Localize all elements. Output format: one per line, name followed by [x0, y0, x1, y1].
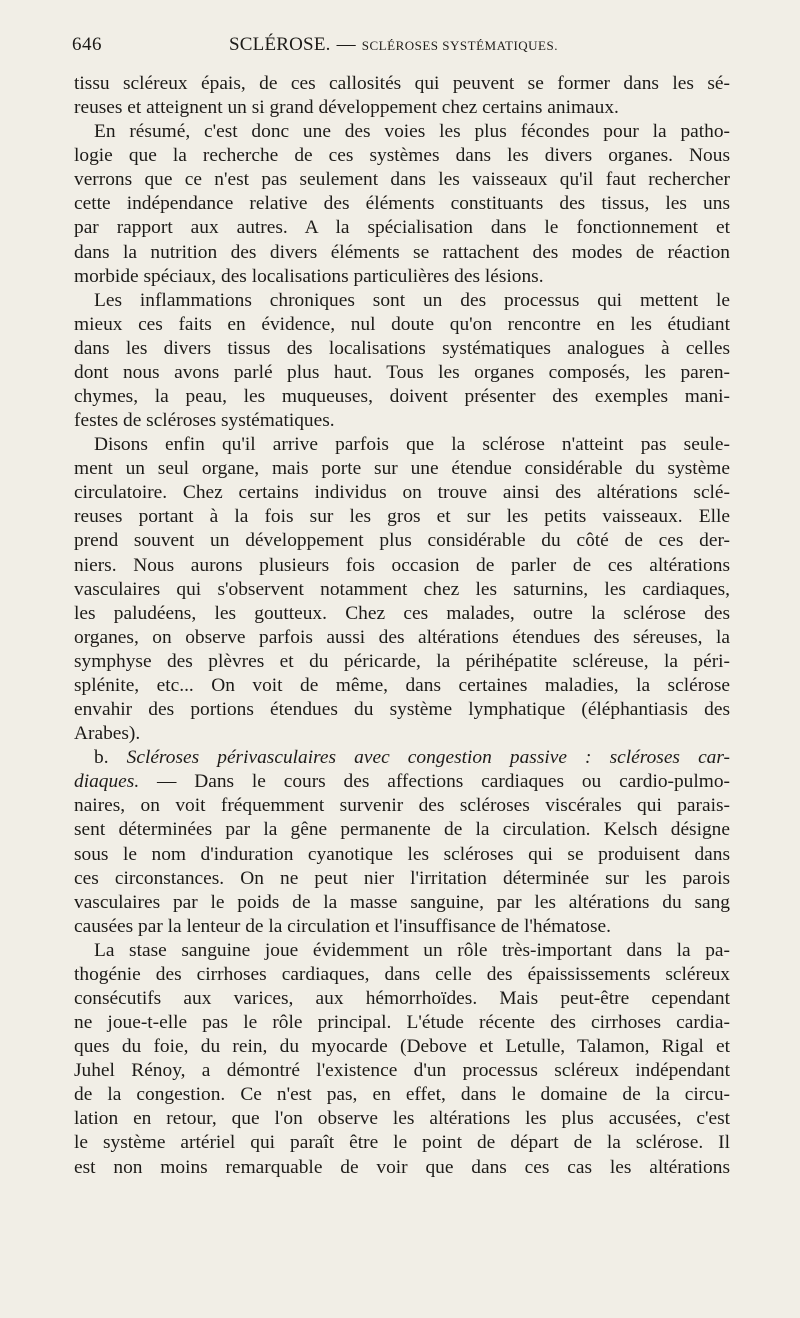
section-b-marker: b. — [94, 747, 109, 769]
text-line: prend souvent un développement plus considérable du côté de ces der- — [74, 530, 730, 552]
running-title-sub: SCLÉROSES SYSTÉMATIQUES. — [361, 38, 558, 53]
section-b-text: — Dans le cours des affections cardiaques ou cardio-pulmo- — [157, 771, 730, 793]
text-line: symphyse des plèvres et du péricarde, la périhépatite scléreuse, la péri- — [74, 650, 730, 672]
text-line: reuses et atteignent un si grand développement chez certains animaux. — [74, 97, 619, 119]
running-header — [72, 34, 732, 64]
text-line: dans la nutrition des divers éléments se rattachent des modes de réaction — [74, 241, 730, 263]
section-b-title: Scléroses périvasculaires avec congestion passive : scléroses car- — [126, 747, 730, 769]
text-line: thogénie des cirrhoses cardiaques, dans celle des épaississements scléreux — [74, 963, 730, 985]
text-line: ment un seul organe, mais porte sur une étendue considérable du système — [74, 458, 730, 480]
text-line: naires, on voit fréquemment survenir des scléroses viscérales qui parais- — [74, 795, 730, 817]
text-line: par rapport aux autres. A la spécialisation dans le fonctionnement et — [74, 217, 730, 239]
text-line: En résumé, c'est donc une des voies les plus fécondes pour la patho- — [94, 121, 730, 143]
text-line: causées par la lenteur de la circulation et l'insuffisance de l'hématose. — [74, 915, 611, 937]
text-line: circulatoire. Chez certains individus on trouve ainsi des altérations sclé- — [74, 482, 730, 504]
text-line: Arabes). — [74, 723, 141, 745]
text-line: les paludéens, les goutteux. Chez ces malades, outre la sclérose des — [74, 602, 730, 624]
text-line: le système artériel qui paraît être le point de départ de la sclérose. Il — [74, 1132, 730, 1154]
section-b-title-cont: diaques. — [74, 771, 140, 793]
text-line: La stase sanguine joue évidemment un rôle très-important dans la pa- — [94, 939, 730, 961]
text-line: consécutifs aux varices, aux hémorrhoïdes. Mais peut-être cependant — [74, 987, 730, 1009]
text-line: vasculaires par le poids de la masse sanguine, par les altérations du sang — [74, 891, 730, 913]
text-line: niers. Nous aurons plusieurs fois occasion de parler de ces altérations — [74, 554, 730, 576]
text-line: cette indépendance relative des éléments constituants des tissus, les uns — [74, 193, 730, 215]
text-line: chymes, la peau, les muqueuses, doivent présenter des exemples mani- — [74, 386, 730, 408]
text-line: reuses portant à la fois sur les gros et sur les petits vaisseaux. Elle — [74, 506, 730, 528]
page-body-text — [74, 72, 730, 1180]
text-line: sent déterminées par la gêne permanente de la circulation. Kelsch désigne — [74, 819, 730, 841]
text-line: Disons enfin qu'il arrive parfois que la sclérose n'atteint pas seule- — [94, 434, 730, 456]
text-line: Juhel Rénoy, a démontré l'existence d'un processus scléreux indépendant — [74, 1060, 730, 1082]
text-line: festes de scléroses systématiques. — [74, 410, 335, 432]
page-number: 646 — [72, 34, 102, 55]
text-line: envahir des portions étendues du système lymphatique (éléphantiasis des — [74, 699, 730, 721]
section-b-heading-line — [74, 746, 730, 770]
text-line: ces circonstances. On ne peut nier l'irritation déterminée sur les parois — [74, 867, 730, 889]
text-line: dans les divers tissus des localisations systématiques analogues à celles — [74, 337, 730, 359]
text-line: ne joue-t-elle pas le rôle principal. L'étude récente des cirrhoses cardia- — [74, 1012, 730, 1034]
running-title-separator: — — [336, 34, 356, 55]
text-line: de la congestion. Ce n'est pas, en effet, dans le domaine de la circu- — [74, 1084, 730, 1106]
text-line: dont nous avons parlé plus haut. Tous les organes composés, les paren- — [74, 361, 730, 383]
text-line: Les inflammations chroniques sont un des processus qui mettent le — [94, 289, 730, 311]
running-title-main: SCLÉROSE. — [229, 34, 331, 55]
text-line: ques du foie, du rein, du myocarde (Debove et Letulle, Talamon, Rigal et — [74, 1036, 730, 1058]
text-line: logie que la recherche de ces systèmes dans les divers organes. Nous — [74, 145, 730, 167]
section-b-heading-line-2 — [74, 770, 730, 794]
text-line: morbide spéciaux, des localisations particulières des lésions. — [74, 265, 544, 287]
text-line: mieux ces faits en évidence, nul doute qu'on rencontre en les étudiant — [74, 313, 730, 335]
text-line: splénite, etc... On voit de même, dans certaines maladies, la sclérose — [74, 674, 730, 696]
text-line: lation en retour, que l'on observe les altérations les plus accusées, c'est — [74, 1108, 730, 1130]
text-line: verrons que ce n'est pas seulement dans les vaisseaux qu'il faut rechercher — [74, 169, 730, 191]
text-line: vasculaires qui s'observent notamment chez les saturnins, les cardiaques, — [74, 578, 730, 600]
text-line: organes, on observe parfois aussi des altérations étendues des séreuses, la — [74, 626, 730, 648]
text-line: tissu scléreux épais, de ces callosités qui peuvent se former dans les sé- — [74, 73, 730, 94]
text-line: sous le nom d'induration cyanotique les scléroses qui se produisent dans — [74, 843, 730, 865]
text-line: est non moins remarquable de voir que dans ces cas les altérations — [74, 1156, 730, 1178]
running-title — [229, 34, 558, 56]
